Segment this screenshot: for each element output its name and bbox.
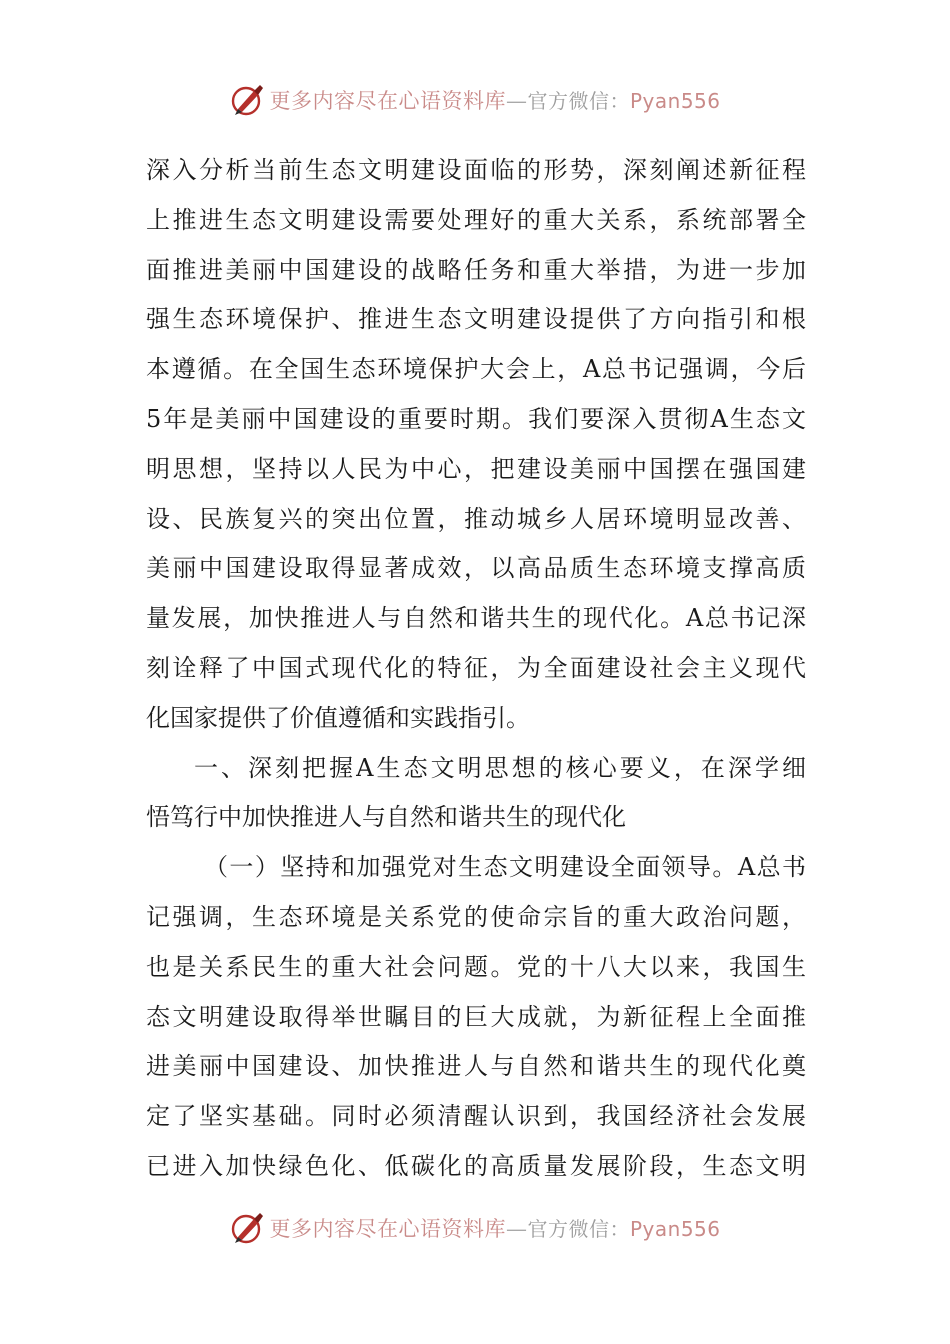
- watermark-sub: 官方微信：: [527, 1217, 630, 1241]
- pen-logo-icon: [229, 1210, 265, 1246]
- watermark-text: [269, 1213, 720, 1243]
- text-line: 面推进美丽中国建设的战略任务和重大举措，为进一步加: [146, 255, 806, 284]
- watermark-id: Pyan556: [629, 89, 721, 113]
- text-line: 美丽中国建设取得显著成效，以高品质生态环境支撑高质: [146, 554, 806, 583]
- text-line: 本遵循。在全国生态环境保护大会上，A总书记强调，今后: [146, 355, 806, 384]
- text-line: 定了坚实基础。同时必须清醒认识到，我国经济社会发展: [146, 1102, 806, 1131]
- text-line: 刻诠释了中国式现代化的特征，为全面建设社会主义现代: [146, 653, 806, 682]
- section-heading-line: 一、深刻把握A生态文明思想的核心要义，在深学细: [194, 753, 806, 782]
- watermark-main: 更多内容尽在心语资料库: [269, 89, 506, 113]
- text-line: 态文明建设取得举世瞩目的巨大成就，为新征程上全面推: [146, 1002, 806, 1031]
- watermark-dash: —: [505, 1217, 528, 1241]
- watermark-main: 更多内容尽在心语资料库: [269, 1217, 506, 1241]
- watermark-dash: —: [505, 89, 528, 113]
- text-line: 量发展，加快推进人与自然和谐共生的现代化。A总书记深: [146, 604, 806, 633]
- text-line: 化国家提供了价值遵循和实践指引。: [146, 703, 530, 732]
- text-line: 上推进生态文明建设需要处理好的重大关系，系统部署全: [146, 205, 806, 234]
- watermark-id: Pyan556: [629, 1217, 721, 1241]
- watermark-sub: 官方微信：: [527, 89, 630, 113]
- text-line: 深入分析当前生态文明建设面临的形势，深刻阐述新征程: [146, 156, 806, 184]
- text-line: 设、民族复兴的突出位置，推动城乡人居环境明显改善、: [146, 504, 806, 533]
- subsection-heading-line: （一）坚持和加强党对生态文明建设全面领导。A总书: [204, 853, 806, 882]
- text-line: 明思想，坚持以人民为中心，把建设美丽中国摆在强国建: [146, 454, 806, 483]
- pen-logo-icon: [229, 82, 265, 118]
- header-watermark: [0, 80, 950, 120]
- text-line: 进美丽中国建设、加快推进人与自然和谐共生的现代化奠: [146, 1052, 806, 1081]
- document-body: [146, 146, 806, 1192]
- text-line: 强生态环境保护、推进生态文明建设提供了方向指引和根: [146, 305, 806, 334]
- text-line: 记强调，生态环境是关系党的使命宗旨的重大政治问题，: [146, 902, 806, 931]
- text-line: 已进入加快绿色化、低碳化的高质量发展阶段，生态文明: [146, 1151, 806, 1180]
- watermark-text: [269, 85, 720, 115]
- section-heading-line: 悟笃行中加快推进人与自然和谐共生的现代化: [146, 803, 626, 832]
- text-line: 5年是美丽中国建设的重要时期。我们要深入贯彻A生态文: [146, 404, 806, 433]
- footer-watermark: [0, 1208, 950, 1248]
- text-line: 也是关系民生的重大社会问题。党的十八大以来，我国生: [146, 952, 806, 981]
